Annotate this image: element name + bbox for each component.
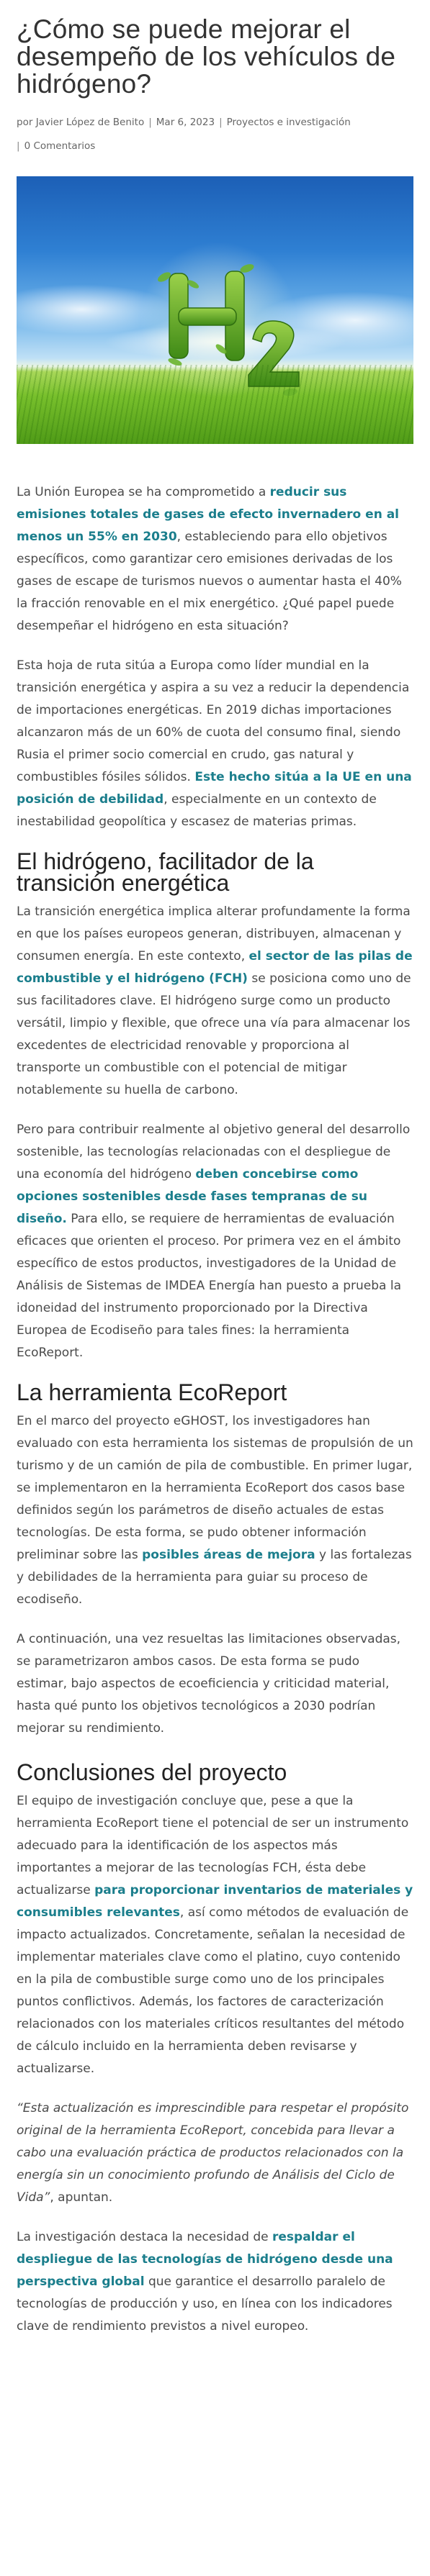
post-date: Mar 6, 2023 xyxy=(156,117,215,128)
paragraph-roadmap xyxy=(17,655,413,833)
highlight-text: deben concebirse como opciones sostenibles desde fases tempranas de su diseño. xyxy=(17,1167,367,1226)
section-heading-ecoreport: La herramienta EcoReport xyxy=(17,1379,287,1405)
body-text: A continuación, una vez resueltas las limitaciones observadas, se parametrizaron ambos casos. De esta forma se pudo estimar, bajo aspectos de ecoeficiencia y criticidad material, hasta qué punto los objetivos tecnológicos a 2030 podrían mejorar su rendimiento. xyxy=(17,1632,401,1736)
body-text: , estableciendo para ello objetivos específicos, como garantizar cero emisiones derivadas de los gases de escape de turismos nuevos o aumentar hasta el 40% la fracción renovable en el mix energético. ¿Qué papel puede desempeñar el hidrógeno en esta situación? xyxy=(17,530,402,633)
paragraph-sustainable xyxy=(17,1119,413,1364)
highlight-text: Este hecho sitúa a la UE en una posición de debilidad xyxy=(17,770,412,807)
highlight-text: para proporcionar inventarios de materiales y consumibles relevantes xyxy=(17,1883,413,1920)
meta-separator: | xyxy=(17,140,20,152)
body-text: , así como métodos de evaluación de impacto actualizados. Concretamente, señalan la necesidad de implementar materiales clave como el platino, cuyo contenido en la pila de combustible surge como uno de los principales puntos conflictivos. Además, los factores de caracterización relacionados con los materiales críticos resultantes del método de cálculo incluido en la herramienta deben revisarse y actualizarse. xyxy=(17,1905,409,2076)
body-text: que garantice el desarrollo paralelo de tecnologías de producción y uso, en línea con los indicadores clave de rendimiento previstos a nivel europeo. xyxy=(17,2275,393,2334)
body-text: y las fortalezas y debilidades de la herramienta para guiar su proceso de ecodiseño. xyxy=(17,1548,412,1607)
page-title: ¿Cómo se puede mejorar el desempeño de los vehículos de hidrógeno? xyxy=(17,14,396,99)
article-body xyxy=(17,481,413,2338)
post-meta xyxy=(17,111,413,158)
body-text: se posiciona como uno de sus facilitadores clave. El hidrógeno surge como un producto versátil, limpio y flexible, que ofrece una vía para almacenar los excedentes de electricidad renovable y proporciona al transporte un combustible con el potencial de mitigar notablemente su huella de carbono. xyxy=(17,971,411,1097)
highlight-text: respaldar el despliegue de las tecnologías de hidrógeno desde una perspectiva global xyxy=(17,2230,393,2289)
quote-text: “Esta actualización es imprescindible para respetar el propósito original de la herramienta EcoReport, concebida para llevar a cabo una evaluación práctica de productos relacionados con la energía sin un conocimiento profundo de Análisis del Ciclo de Vida” xyxy=(17,2101,409,2205)
body-text: La transición energética implica alterar profundamente la forma en que los países europeos generan, distribuyen, almacenan y consumen energía. En este contexto, xyxy=(17,904,411,963)
category-link[interactable]: Proyectos e investigación xyxy=(226,117,351,128)
quote-attribution: , apuntan. xyxy=(50,2190,113,2205)
highlight-text: reducir sus emisiones totales de gases de efecto invernadero en al menos un 55% en 2030 xyxy=(17,485,400,544)
paragraph-conclusions xyxy=(17,1790,413,2080)
paragraph-eghost xyxy=(17,1410,413,1611)
meta-separator: | xyxy=(148,117,152,128)
meta-separator: | xyxy=(219,117,223,128)
author-link[interactable]: Javier López de Benito xyxy=(35,117,145,128)
body-text: La Unión Europea se ha comprometido a xyxy=(17,485,270,499)
highlight-text: posibles áreas de mejora xyxy=(142,1548,315,1562)
paragraph-quote xyxy=(17,2097,413,2209)
body-text: , especialmente en un contexto de inestabilidad geopolítica y escasez de materias primas. xyxy=(17,792,377,829)
section-heading-conclusions: Conclusiones del proyecto xyxy=(17,1759,287,1785)
comments-link[interactable]: 0 Comentarios xyxy=(24,140,96,152)
section-heading-hydrogen: El hidrógeno, facilitador de la transición energética xyxy=(17,848,314,896)
body-text: Esta hoja de ruta sitúa a Europa como líder mundial en la transición energética y aspira a su vez a reducir la dependencia de importaciones energéticas. En 2019 dichas importaciones alcanzaron más de un 60% de cuota del consumo final, siendo Rusia el primer socio comercial en crudo, gas natural y combustibles fósiles sólidos. xyxy=(17,658,410,784)
paragraph-parametrization xyxy=(17,1628,413,1740)
hero-image xyxy=(17,176,413,444)
body-text: Pero para contribuir realmente al objetivo general del desarrollo sostenible, las tecnologías relacionadas con el despliegue de una economía del hidrógeno xyxy=(17,1123,411,1182)
body-text: En el marco del proyecto eGHOST, los investigadores han evaluado con esta herramienta los sistemas de propulsión de un turismo y de un camión de pila de combustible. En primer lugar, se implementaron en la herramienta EcoReport dos casos base definidos según los parámetros de diseño actuales de estas tecnologías. De esta forma, se pudo obtener información preliminar sobre las xyxy=(17,1414,413,1562)
byline-prefix: por xyxy=(17,117,33,128)
body-text: La investigación destaca la necesidad de xyxy=(17,2230,272,2244)
highlight-text: el sector de las pilas de combustible y el hidrógeno (FCH) xyxy=(17,949,413,986)
body-text: El equipo de investigación concluye que, pese a que la herramienta EcoReport tiene el potencial de ser un instrumento adecuado para la identificación de los aspectos más importantes a mejorar de las tecnologías FCH, ésta debe actualizarse xyxy=(17,1794,409,1897)
paragraph-global xyxy=(17,2226,413,2338)
paragraph-transition xyxy=(17,901,413,1102)
paragraph-intro xyxy=(17,481,413,638)
body-text: Para ello, se requiere de herramientas de evaluación eficaces que orienten el proceso. Por primera vez en el ámbito específico de estos productos, investigadores de la Unidad de Análisis de Sistemas de IMDEA Energía han puesto a prueba la idoneidad del instrumento proporcionado por la Directiva Europea de Ecodiseño para tales fines: la herramienta EcoReport. xyxy=(17,1212,402,1360)
